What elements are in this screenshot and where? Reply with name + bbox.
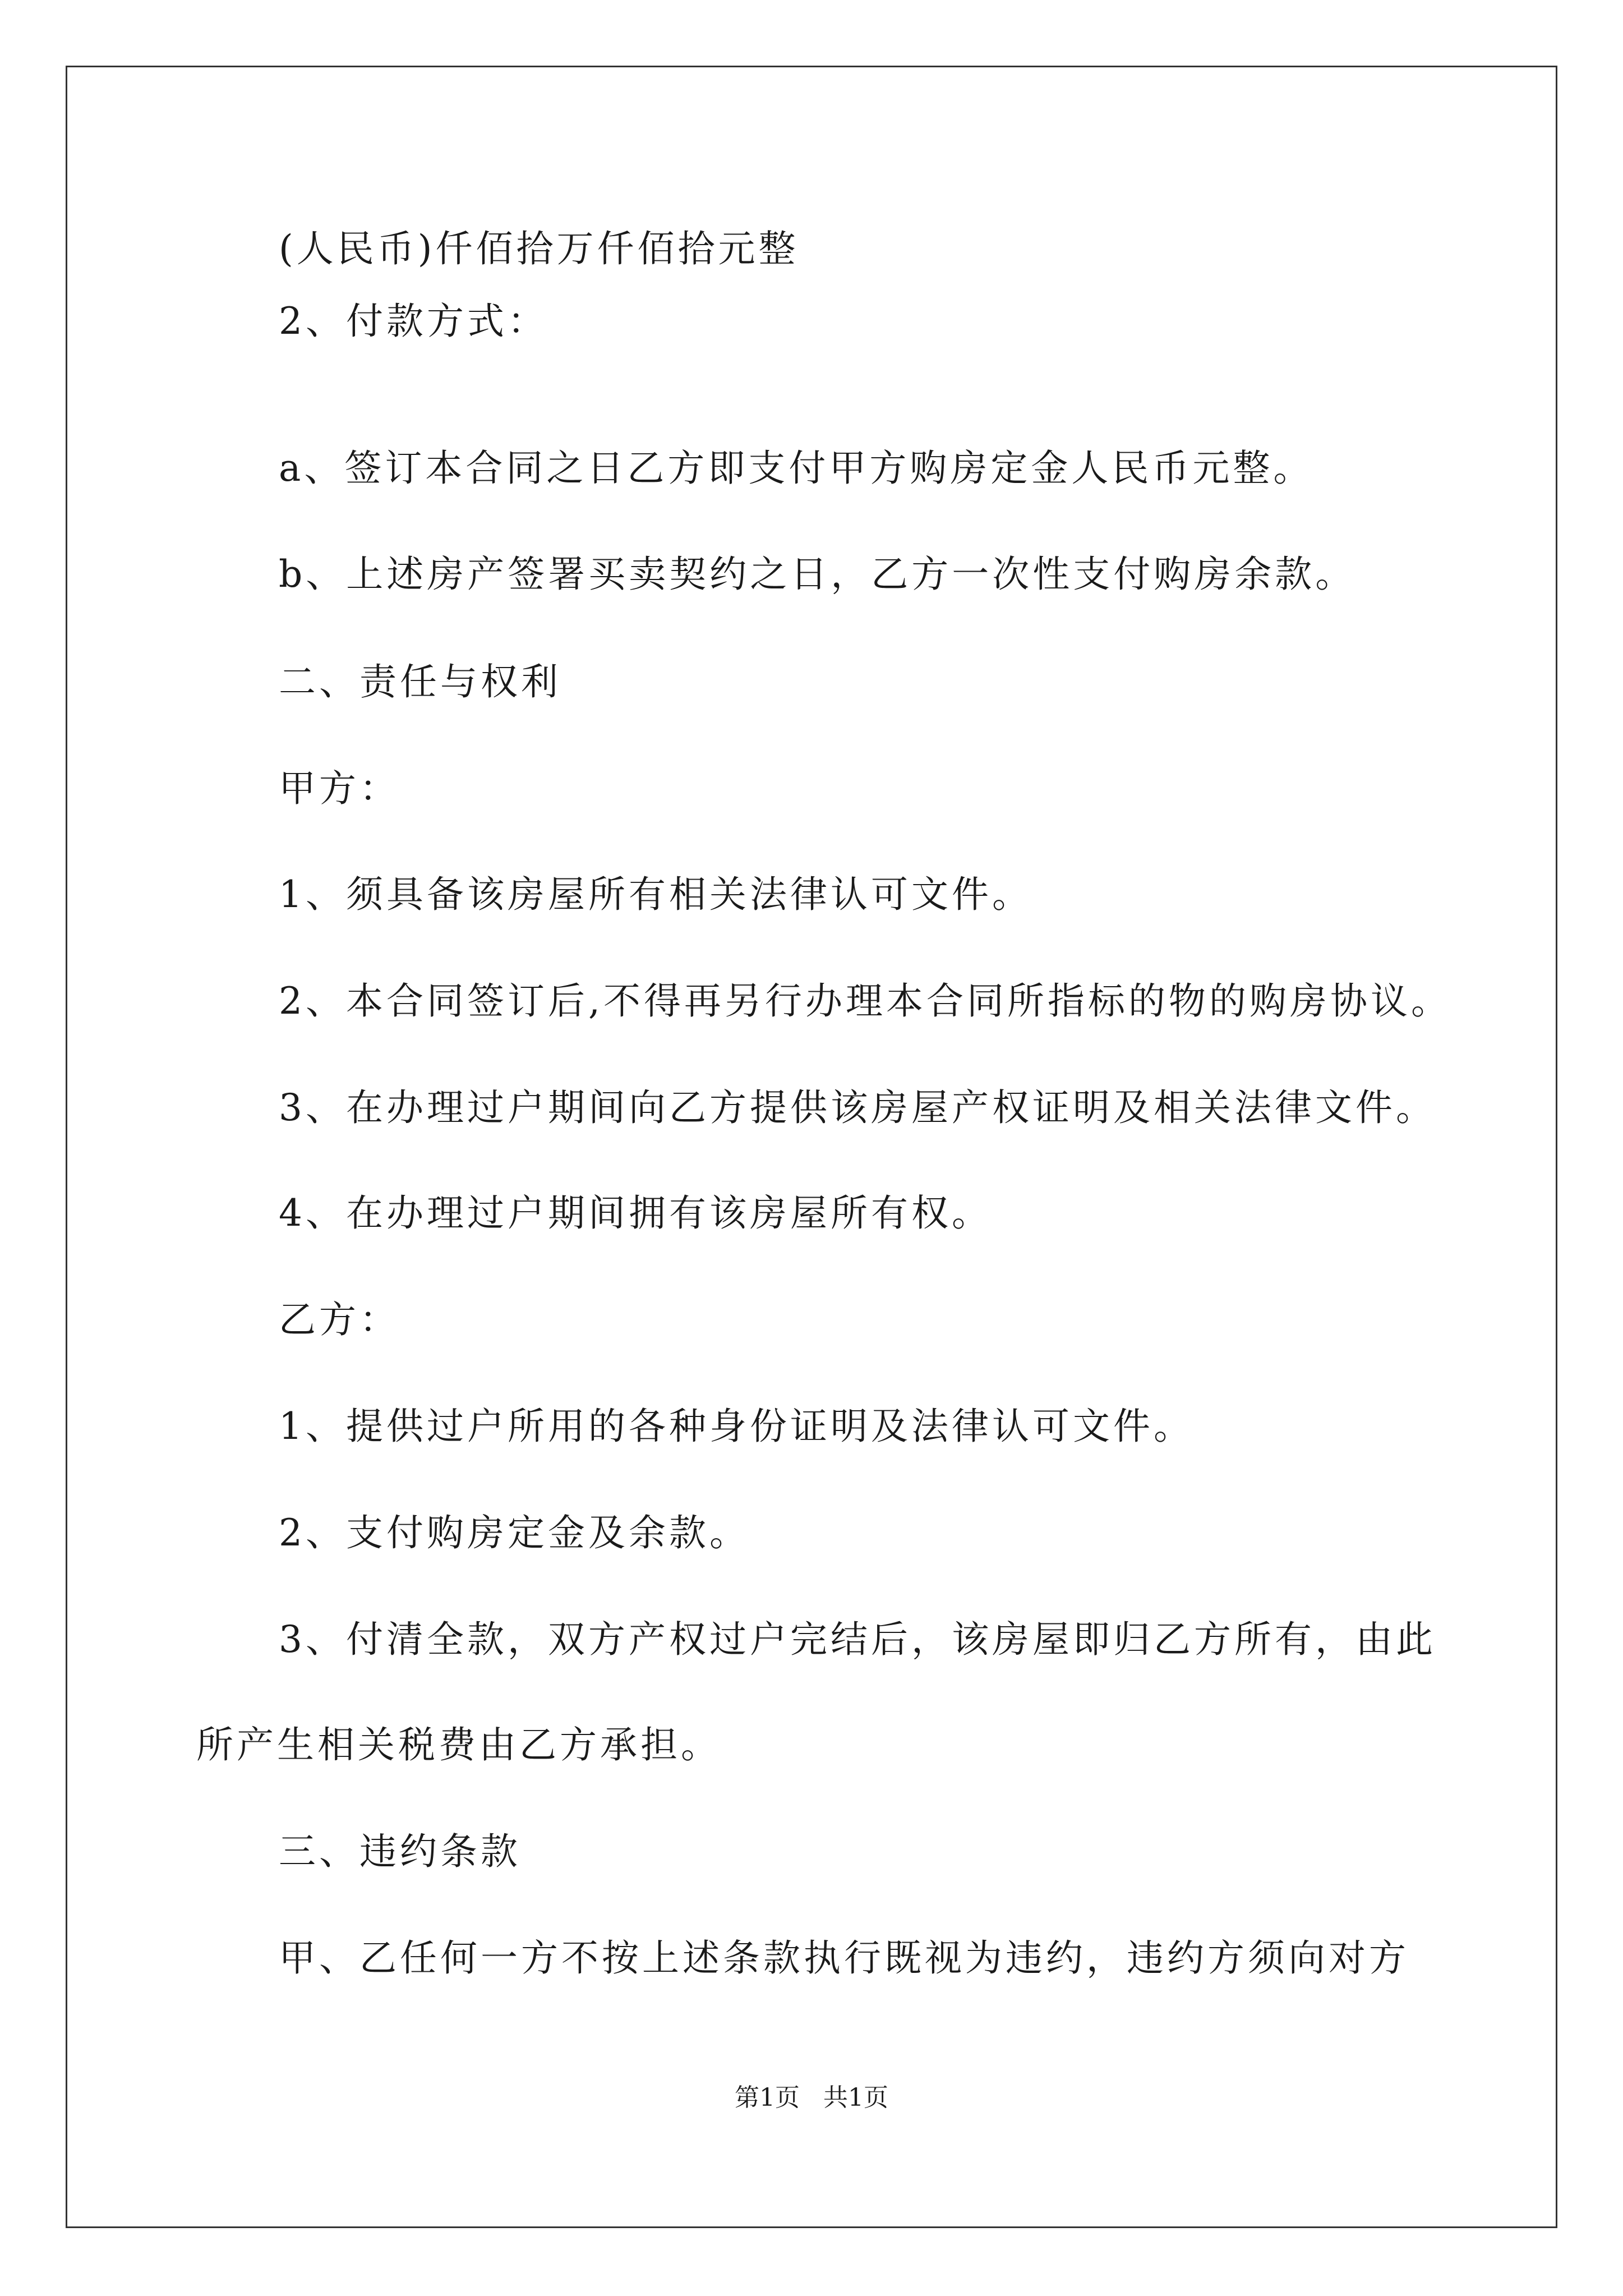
paragraph-line: 2、本合同签订后,不得再另行办理本合同所指标的物的购房协议。 xyxy=(279,979,1451,1023)
paragraph-line: 所产生相关税费由乙方承担。 xyxy=(196,1723,721,1766)
paragraph-line: 1、提供过户所用的各种身份证明及法律认可文件。 xyxy=(279,1405,1194,1448)
paragraph-line: 3、在办理过户期间向乙方提供该房屋产权证明及相关法律文件。 xyxy=(279,1086,1436,1129)
paragraph-line: 4、在办理过户期间拥有该房屋所有权。 xyxy=(279,1191,992,1235)
page-footer: 第1页 共1页 xyxy=(735,2083,888,2112)
paragraph-line: 2、支付购房定金及余款。 xyxy=(279,1511,750,1554)
paragraph-line: 3、付清全款，双方产权过户完结后，该房屋即归乙方所有，由此 xyxy=(279,1618,1436,1661)
paragraph-line: (人民币)仟佰拾万仟佰拾元整 xyxy=(279,227,799,270)
page-border xyxy=(66,66,1557,2228)
paragraph-line: 1、须具备该房屋所有相关法律认可文件。 xyxy=(279,873,1032,916)
paragraph-line: a、签订本合同之日乙方即支付甲方购房定金人民币元整。 xyxy=(279,447,1314,490)
section-heading: 二、责任与权利 xyxy=(279,660,561,703)
paragraph-line: 2、付款方式： xyxy=(279,300,548,343)
section-heading: 三、违约条款 xyxy=(279,1830,521,1873)
paragraph-line: 甲、乙任何一方不按上述条款执行既视为违约，违约方须向对方 xyxy=(279,1936,1409,1980)
party-heading: 乙方： xyxy=(279,1298,400,1341)
paragraph-line: b、上述房产签署买卖契约之日，乙方一次性支付购房余款。 xyxy=(279,553,1356,596)
party-heading: 甲方： xyxy=(279,767,400,810)
